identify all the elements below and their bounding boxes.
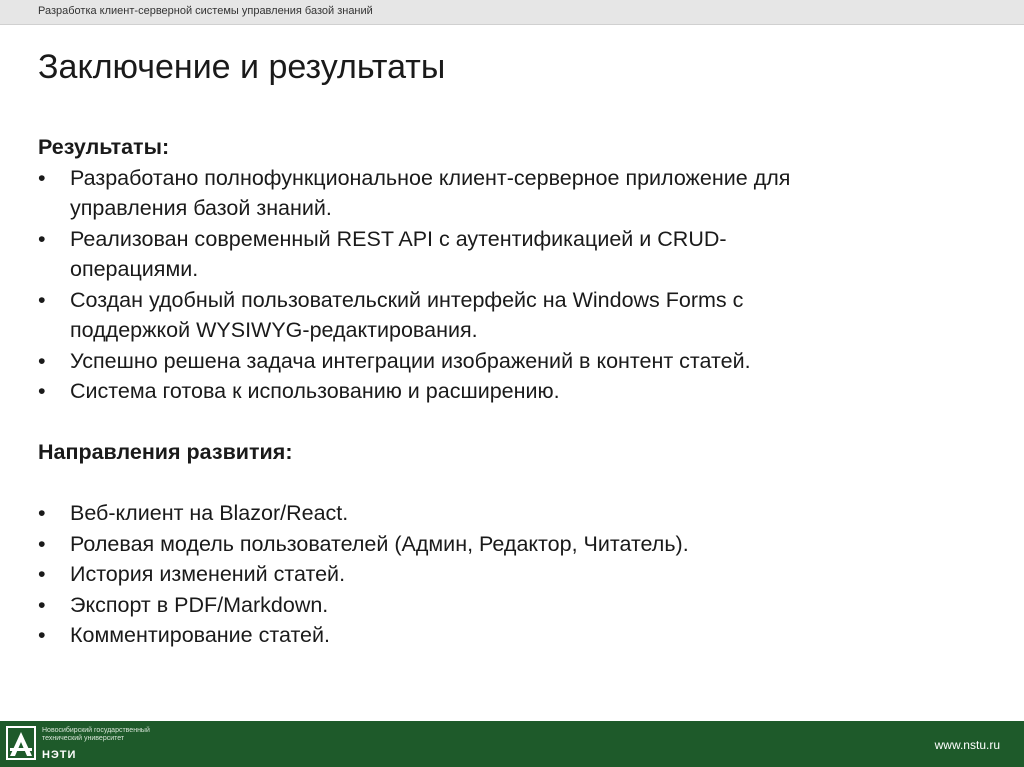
directions-heading: Направления развития:: [38, 440, 293, 464]
results-item-line: Система готова к использованию и расширению.: [70, 379, 560, 403]
header-text: Разработка клиент-серверной системы управления базой знаний: [38, 5, 373, 17]
results-item-line: поддержкой WYSIWYG-редактирования.: [70, 318, 478, 342]
header-bar: [0, 0, 1024, 25]
results-item-line: операциями.: [70, 257, 199, 281]
directions-item: [38, 620, 968, 651]
bullet-icon: •: [38, 562, 46, 586]
bullet-icon: •: [38, 623, 46, 647]
results-heading: Результаты:: [38, 135, 170, 159]
slide-content: [38, 132, 968, 651]
nstu-logo-icon: [6, 726, 36, 760]
results-item: [38, 224, 968, 285]
results-item: [38, 163, 968, 224]
page-title: Заключение и результаты: [38, 48, 446, 86]
logo-abbreviation: НЭТИ: [42, 749, 77, 761]
directions-item-text: Комментирование статей.: [70, 623, 330, 647]
bullet-icon: •: [38, 501, 46, 525]
footer-url[interactable]: www.nstu.ru: [934, 738, 1000, 752]
section-spacer: [38, 468, 968, 499]
results-list: [38, 163, 968, 407]
directions-item-text: История изменений статей.: [70, 562, 346, 586]
section-spacer: [38, 407, 968, 438]
bullet-icon: •: [38, 226, 46, 251]
directions-item-text: Экспорт в PDF/Markdown.: [70, 592, 329, 617]
bullet-icon: •: [38, 531, 46, 556]
bullet-icon: •: [38, 287, 46, 312]
footer-bar: [0, 721, 1024, 767]
logo-text-line: Новосибирский государственный: [42, 727, 150, 734]
directions-list: [38, 498, 968, 651]
directions-item-text: Веб-клиент на Blazor/React.: [70, 501, 349, 525]
results-item: [38, 285, 968, 346]
logo-text: [42, 727, 150, 743]
directions-item: [38, 590, 968, 621]
results-item-line: Разработано полнофункциональное клиент-серверное приложение для: [70, 165, 791, 190]
results-item: [38, 346, 968, 377]
results-item-line: управления базой знаний.: [70, 196, 332, 220]
directions-item: [38, 559, 968, 590]
directions-item: [38, 498, 968, 529]
results-item-line: Реализован современный REST API с аутентификацией и CRUD-: [70, 226, 727, 251]
results-item-line: Создан удобный пользовательский интерфейс на Windows Forms с: [70, 287, 744, 312]
bullet-icon: •: [38, 592, 46, 617]
bullet-icon: •: [38, 348, 46, 373]
directions-item-text: Ролевая модель пользователей (Админ, Редактор, Читатель).: [70, 531, 689, 556]
bullet-icon: •: [38, 379, 46, 403]
directions-item: [38, 529, 968, 560]
results-item-line: Успешно решена задача интеграции изображений в контент статей.: [70, 348, 751, 373]
results-item: [38, 376, 968, 407]
bullet-icon: •: [38, 165, 46, 190]
logo-text-line: технический университет: [42, 735, 125, 742]
